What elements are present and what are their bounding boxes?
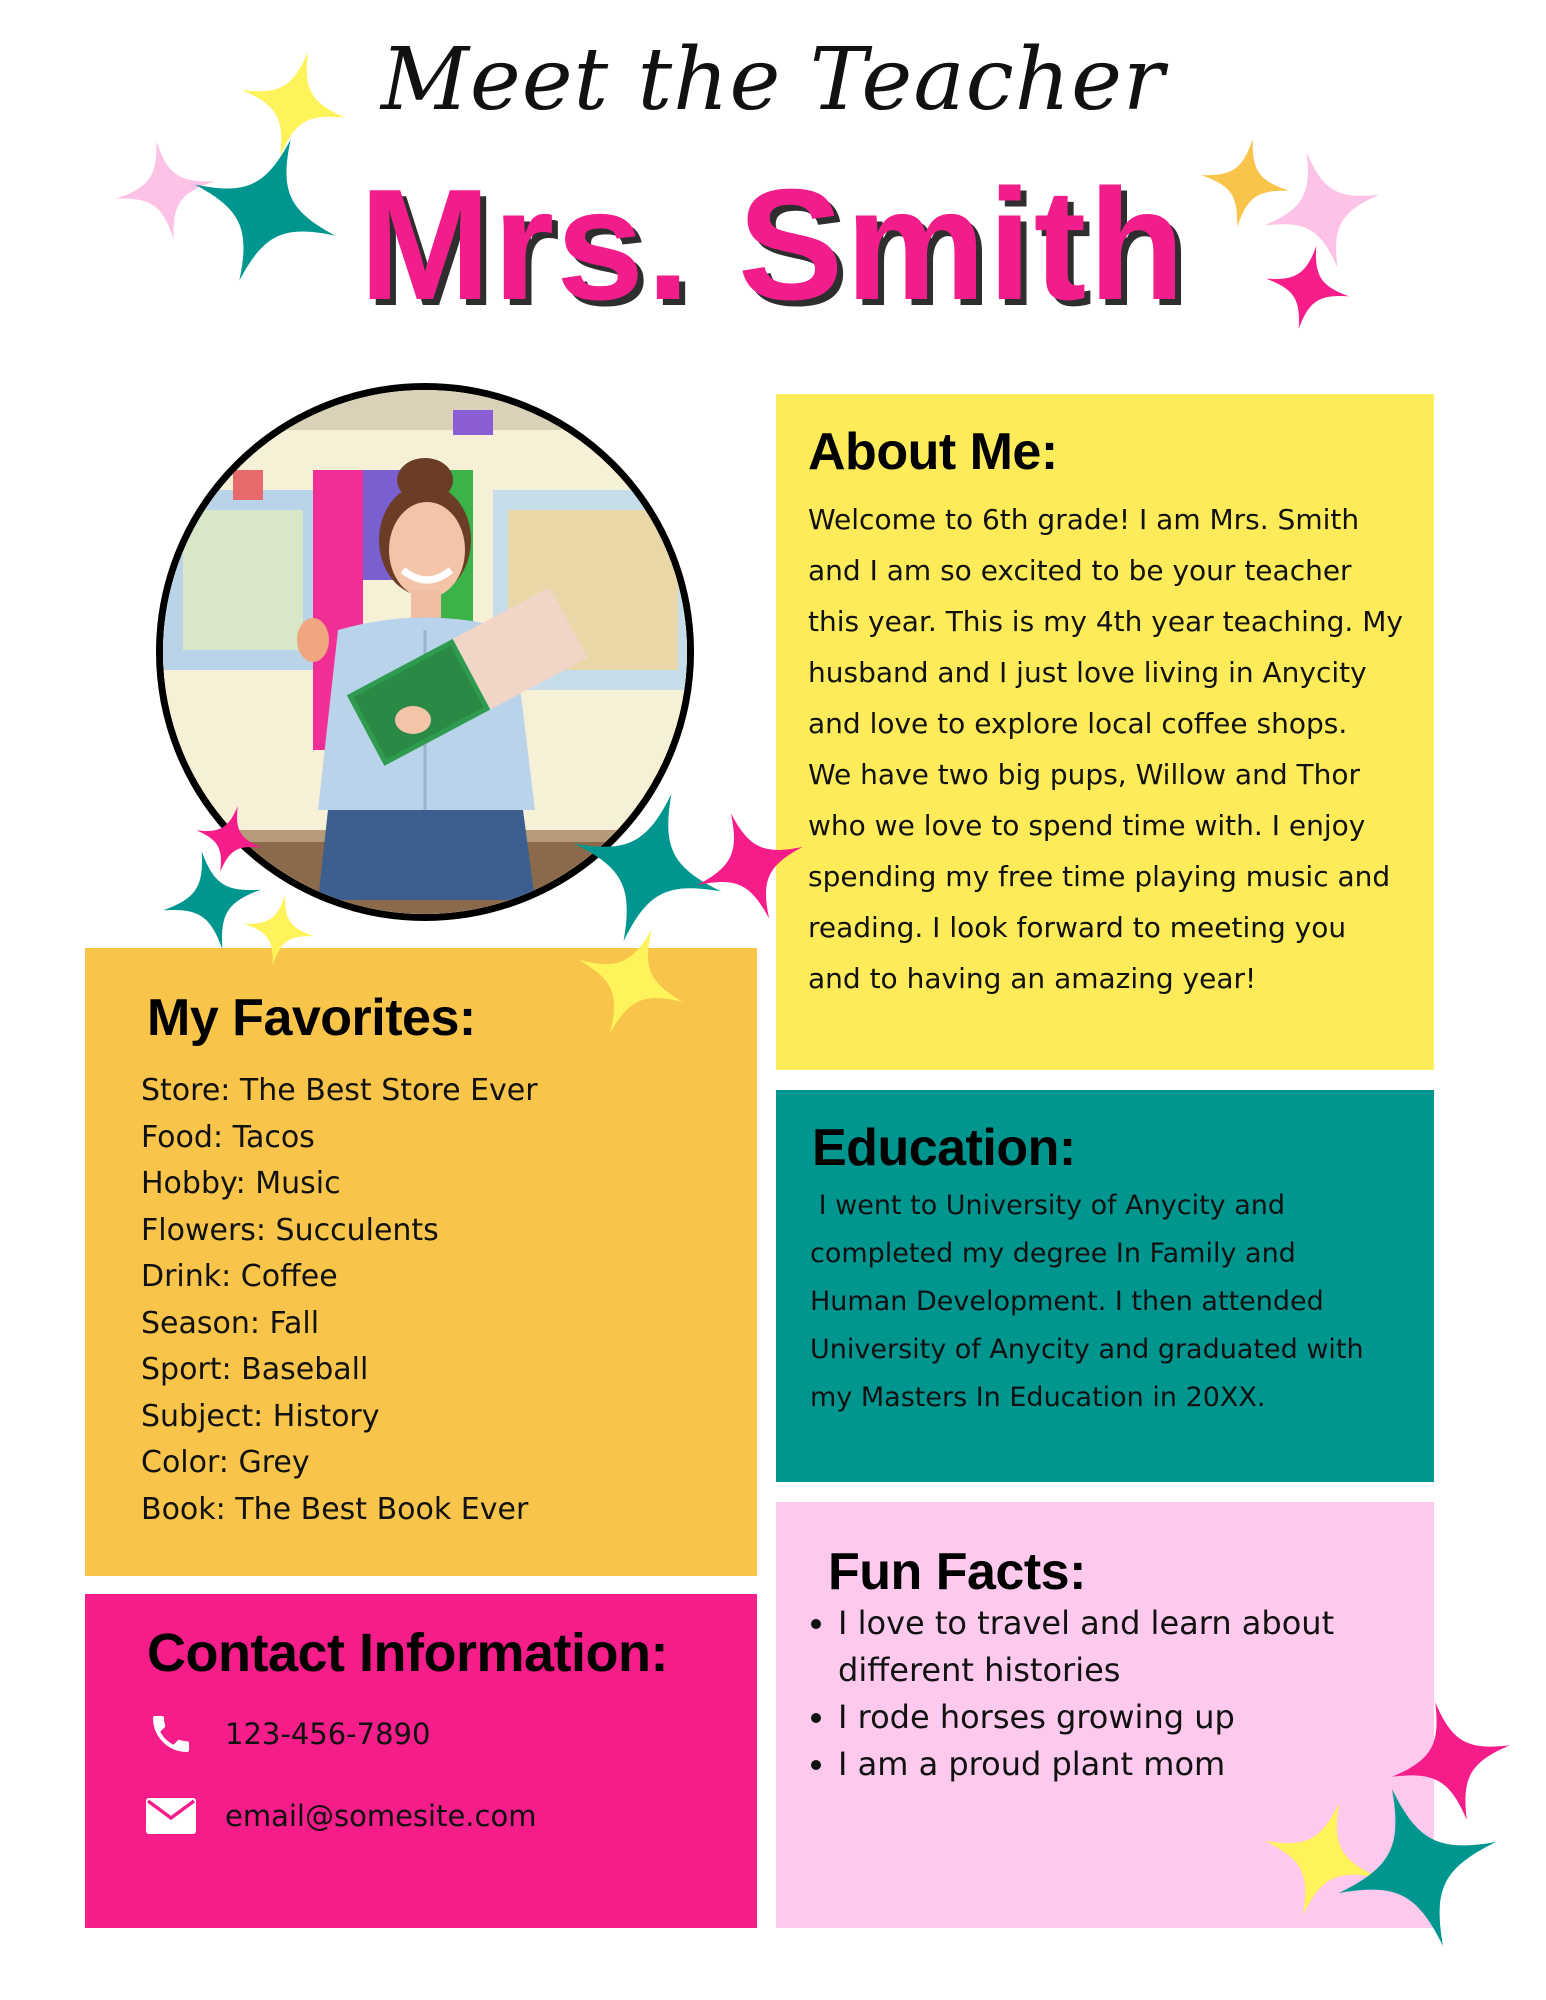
- about-line: and to having an amazing year!: [808, 962, 1257, 995]
- about-me-panel: [776, 394, 1434, 1070]
- contact-phone[interactable]: 123-456-7890: [225, 1717, 431, 1751]
- favorite-item: Color: Grey: [141, 1445, 310, 1480]
- education-line: I went to University of Anycity and: [810, 1190, 1286, 1221]
- about-line: who we love to spend time with. I enjoy: [808, 809, 1366, 842]
- fun-fact-item: • I rode horses growing up: [838, 1694, 1418, 1741]
- about-line: Welcome to 6th grade! I am Mrs. Smith: [808, 503, 1360, 536]
- fun-fact-item: • I love to travel and learn about different histories: [838, 1600, 1418, 1694]
- meet-the-teacher-title: Meet the Teacher: [380, 30, 1166, 130]
- envelope-icon: [145, 1790, 197, 1842]
- favorite-item: Hobby: Music: [141, 1166, 341, 1201]
- education-heading: Education:: [812, 1119, 1076, 1177]
- favorite-item: Book: The Best Book Ever: [141, 1491, 529, 1527]
- contact-panel: [85, 1594, 757, 1928]
- about-line: We have two big pups, Willow and Thor: [808, 758, 1361, 791]
- sparkle-star-icon: [575, 925, 687, 1037]
- about-line: reading. I look forward to meeting you: [808, 911, 1347, 944]
- sparkle-star-icon: [694, 810, 806, 922]
- sparkle-star-icon: [243, 894, 315, 966]
- favorite-item: Season: Fall: [141, 1305, 320, 1341]
- contact-email-row: [145, 1790, 536, 1842]
- favorite-item: Flowers: Succulents: [141, 1212, 439, 1248]
- about-line: spending my free time playing music and: [808, 860, 1391, 893]
- about-line: and love to explore local coffee shops.: [808, 707, 1348, 740]
- phone-icon: [145, 1708, 197, 1760]
- contact-email[interactable]: email@somesite.com: [225, 1799, 537, 1833]
- education-text: [810, 1182, 1410, 1422]
- favorite-item: Sport: Baseball: [141, 1352, 369, 1387]
- favorites-list: [141, 1068, 538, 1533]
- favorites-heading: My Favorites:: [147, 989, 476, 1047]
- sparkle-star-icon: [1265, 245, 1350, 330]
- contact-heading: Contact Information:: [147, 1623, 668, 1683]
- about-me-text: [808, 494, 1418, 1004]
- favorite-item: Food: Tacos: [141, 1119, 315, 1155]
- about-line: husband and I just love living in Anycity: [808, 656, 1367, 689]
- education-line: University of Anycity and graduated with: [810, 1334, 1364, 1365]
- education-line: Human Development. I then attended: [810, 1286, 1324, 1317]
- about-me-heading: About Me:: [808, 423, 1058, 481]
- sparkle-star-icon: [1335, 1785, 1500, 1950]
- education-line: my Masters In Education in 20XX.: [810, 1382, 1266, 1413]
- fun-fact-item: • I am a proud plant mom: [838, 1741, 1418, 1788]
- contact-phone-row: [145, 1708, 430, 1760]
- favorite-item: Store: The Best Store Ever: [141, 1073, 538, 1108]
- favorite-item: Drink: Coffee: [141, 1259, 338, 1294]
- about-line: this year. This is my 4th year teaching. My: [808, 605, 1403, 638]
- about-line: and I am so excited to be your teacher: [808, 554, 1352, 587]
- fun-facts-heading: Fun Facts:: [828, 1543, 1086, 1601]
- education-panel: [776, 1090, 1434, 1482]
- favorite-item: Subject: History: [141, 1398, 380, 1434]
- education-line: completed my degree In Family and: [810, 1238, 1296, 1269]
- sparkle-star-icon: [190, 135, 340, 285]
- favorites-panel: [85, 948, 757, 1576]
- fun-facts-list: [804, 1600, 1418, 1788]
- teacher-name: Mrs. Smith: [359, 157, 1187, 333]
